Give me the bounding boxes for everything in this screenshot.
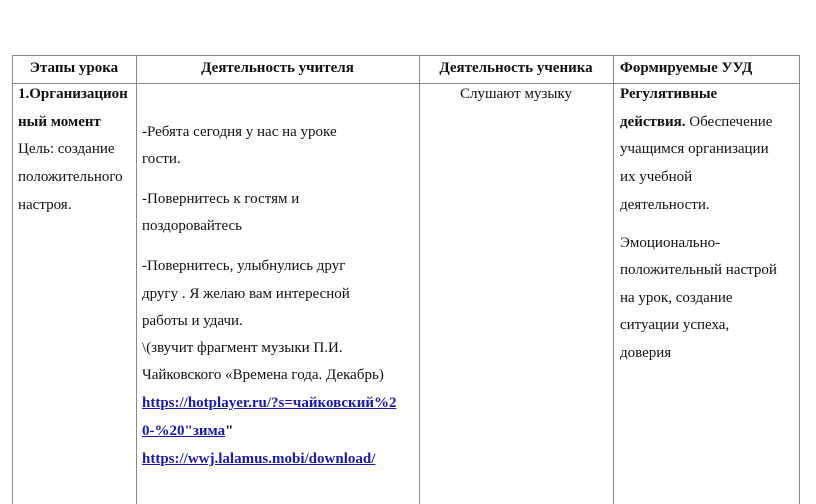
stage-title: 1.Организацион	[18, 86, 128, 102]
header-stages: Этапы урока	[29, 60, 119, 76]
music-link-1[interactable]: https://hotplayer.ru/?s=чайковский%2	[142, 395, 397, 411]
student-activity: Слушают музыку	[459, 86, 573, 102]
stage-goal: настроя.	[18, 197, 72, 213]
teacher-text: -Повернитесь, улыбнулись друг	[142, 258, 346, 274]
teacher-text: работы и удачи.	[142, 313, 243, 329]
music-link-1-cont[interactable]: 0-%20"зима	[142, 423, 226, 439]
teacher-text: поздоровайтесь	[142, 218, 242, 234]
uud-text: деятельности.	[620, 197, 710, 213]
stage-title: ный момент	[18, 114, 101, 130]
uud-text: на урок, создание	[620, 290, 733, 306]
quote-mark: "	[225, 423, 234, 439]
header-uud: Формируемые УУД	[620, 60, 753, 76]
table-border-top	[12, 55, 800, 56]
teacher-text: -Ребята сегодня у нас на уроке	[142, 124, 337, 140]
uud-text: учащимся организации	[620, 141, 769, 157]
stage-goal: положительного	[18, 169, 123, 185]
teacher-text: -Повернитесь к гостям и	[142, 191, 300, 207]
column-border	[613, 55, 614, 504]
uud-text: положительный настрой	[620, 262, 777, 278]
column-border	[136, 55, 137, 504]
header-teacher: Деятельность учителя	[201, 60, 354, 76]
teacher-text: гости.	[142, 151, 181, 167]
uud-heading: действия.	[620, 114, 686, 130]
column-border	[12, 55, 13, 504]
header-divider	[12, 83, 800, 84]
music-link-2[interactable]: https://wwj.lalamus.mobi/download/	[142, 451, 376, 467]
uud-text: ситуации успеха,	[620, 317, 730, 333]
teacher-text: Чайковского «Времена года. Декабрь)	[142, 367, 384, 383]
uud-text: их учебной	[620, 169, 693, 185]
stage-goal: Цель: создание	[18, 141, 115, 157]
uud-text: доверия	[620, 345, 672, 361]
column-border	[799, 55, 800, 504]
header-student: Деятельность ученика	[439, 60, 593, 76]
teacher-text: \(звучит фрагмент музыки П.И.	[142, 340, 343, 356]
teacher-text: другу . Я желаю вам интересной	[142, 286, 350, 302]
uud-text: Эмоционально-	[620, 235, 721, 251]
uud-text: Обеспечение	[685, 114, 773, 130]
column-border	[419, 55, 420, 504]
uud-heading: Регулятивные	[620, 86, 718, 102]
